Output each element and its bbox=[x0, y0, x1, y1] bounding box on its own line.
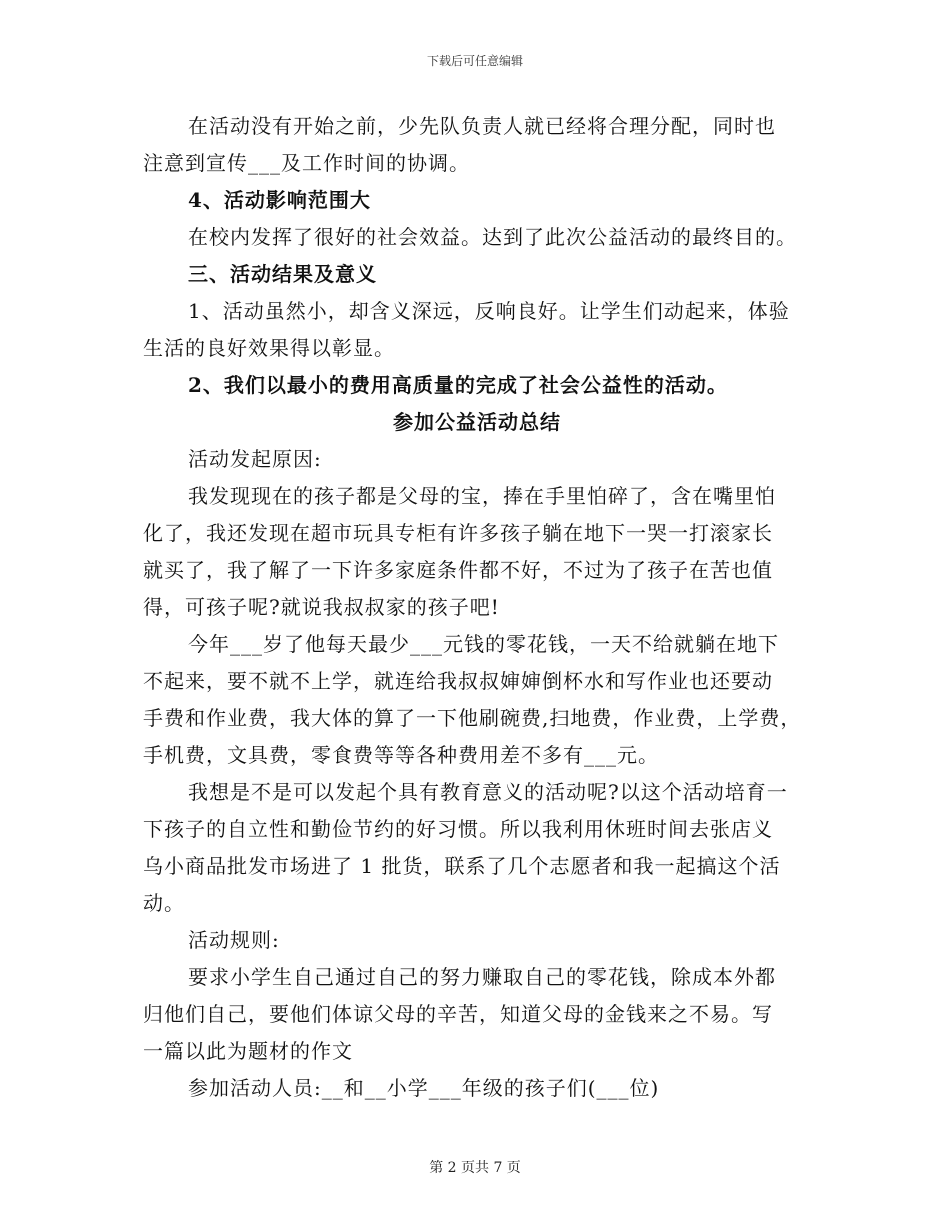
paragraph-line: 乌小商品批发市场进了 1 批货，联系了几个志愿者和我一起搞这个活 bbox=[143, 854, 781, 878]
paragraph-line: 化了，我还发现在超市玩具专柜有许多孩子躺在地下一哭一打滚家长 bbox=[143, 521, 773, 545]
section-heading: 三、活动结果及意义 bbox=[188, 262, 377, 286]
paragraph-line: 参加活动人员:__和__小学___年级的孩子们(___位) bbox=[188, 1076, 660, 1100]
paragraph-line: 1、活动虽然小，却含义深远，反响良好。让学生们动起来，体验 bbox=[188, 299, 790, 323]
page-footer: 第 2 页共 7 页 bbox=[429, 1160, 521, 1176]
paragraph-line: 手机费，文具费，零食费等等各种费用差不多有___元。 bbox=[143, 743, 659, 767]
paragraph-line: 手费和作业费，我大体的算了一下他刷碗费,扫地费，作业费，上学费， bbox=[143, 706, 802, 730]
paragraph-line: 活动发起原因: bbox=[188, 447, 322, 471]
paragraph-line: 活动规则: bbox=[188, 928, 280, 952]
paragraph-line: 我发现现在的孩子都是父母的宝，捧在手里怕碎了，含在嘴里怕 bbox=[188, 484, 776, 508]
section-heading: 2、我们以最小的费用高质量的完成了社会公益性的活动。 bbox=[188, 373, 728, 397]
paragraph-line: 一篇以此为题材的作文 bbox=[143, 1039, 353, 1063]
paragraph-line: 下孩子的自立性和勤俭节约的好习惯。所以我利用休班时间去张店义 bbox=[143, 817, 773, 841]
paragraph bbox=[143, 922, 811, 959]
paragraph bbox=[143, 1070, 811, 1107]
paragraph-line: 不起来，要不就不上学，就连给我叔叔婶婶倒杯水和写作业也还要动 bbox=[143, 669, 773, 693]
paragraph bbox=[143, 959, 811, 1070]
paragraph-line: 要求小学生自己通过自己的努力赚取自己的零花钱，除成本外都 bbox=[188, 965, 776, 989]
paragraph-line: 注意到宣传___及工作时间的协调。 bbox=[143, 151, 470, 175]
paragraph-line: 我想是不是可以发起个具有教育意义的活动呢?以这个活动培育一 bbox=[188, 780, 788, 804]
paragraph-line: 得，可孩子呢?就说我叔叔家的孩子吧! bbox=[143, 595, 500, 619]
paragraph-line: 今年___岁了他每天最少___元钱的零花钱，一天不给就躺在地下 bbox=[188, 632, 779, 656]
paragraph-line: 生活的良好效果得以彰显。 bbox=[143, 336, 395, 360]
paragraph bbox=[143, 441, 811, 478]
paragraph bbox=[143, 478, 811, 626]
paragraph bbox=[143, 774, 811, 922]
paragraph bbox=[143, 293, 811, 367]
document-body bbox=[143, 108, 811, 1107]
paragraph bbox=[143, 626, 811, 774]
paragraph bbox=[143, 108, 811, 182]
paragraph-line: 动。 bbox=[143, 891, 185, 915]
paragraph-line: 在活动没有开始之前，少先队负责人就已经将合理分配，同时也 bbox=[188, 114, 776, 138]
section-heading: 4、活动影响范围大 bbox=[188, 188, 371, 212]
paragraph bbox=[143, 219, 811, 256]
page-header: 下载后可任意编辑 bbox=[426, 54, 523, 68]
paragraph-line: 在校内发挥了很好的社会效益。达到了此次公益活动的最终目的。 bbox=[188, 225, 797, 249]
document-title: 参加公益活动总结 bbox=[393, 410, 561, 434]
paragraph-line: 就买了，我了解了一下许多家庭条件都不好，不过为了孩子在苦也值 bbox=[143, 558, 773, 582]
paragraph-line: 归他们自己，要他们体谅父母的辛苦，知道父母的金钱来之不易。写 bbox=[143, 1002, 773, 1026]
